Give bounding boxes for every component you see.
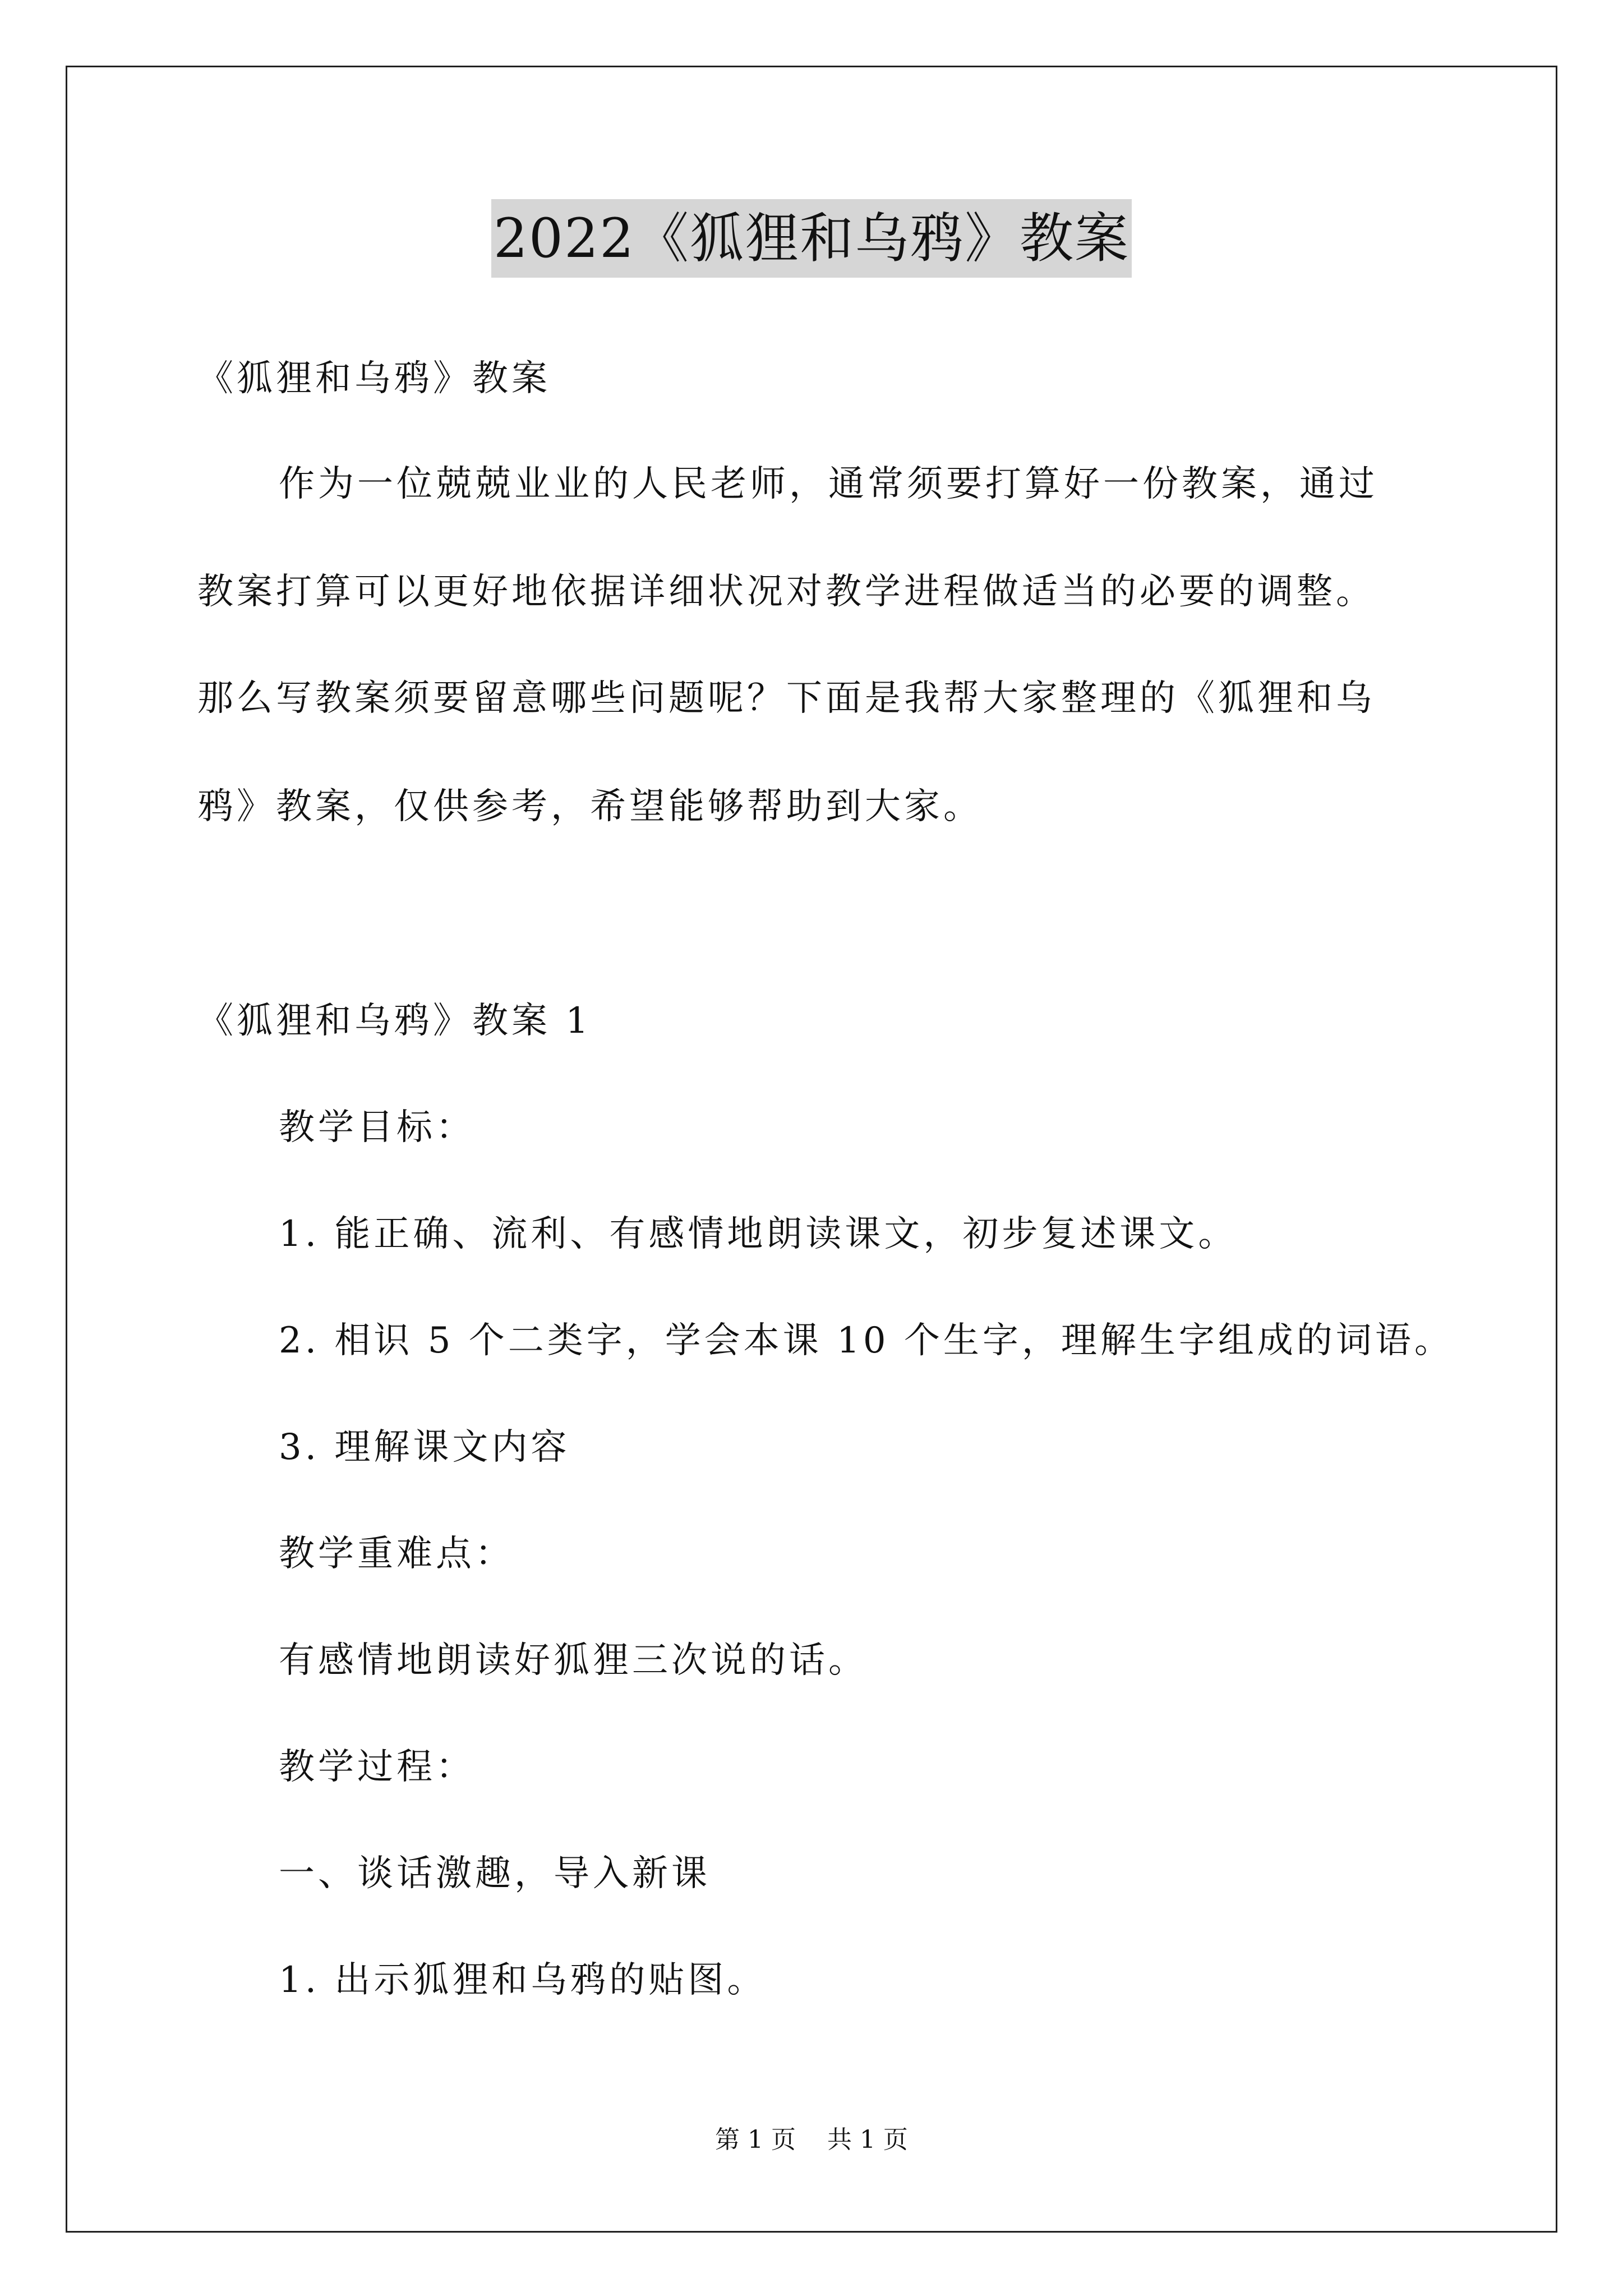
document-subtitle: 《狐狸和乌鸦》教案 [197,358,551,399]
body-line-9: 1. 出示狐狸和乌鸦的贴图。 [279,1959,767,2001]
intro-line-3: 那么写教案须要留意哪些问题呢？下面是我帮大家整理的《狐狸和乌 [197,678,1375,719]
body-line-2: 1. 能正确、流利、有感情地朗读课文，初步复述课文。 [279,1213,1238,1255]
page-footer: 第 1 页 共 1 页 [715,2125,908,2154]
body-line-6: 有感情地朗读好狐狸三次说的话。 [279,1640,868,1681]
document-title: 2022《狐狸和乌鸦》教案 [491,199,1132,278]
body-line-7: 教学过程： [279,1746,475,1788]
title-wrap [0,199,1623,278]
body-line-3: 2. 相识 5 个二类字，学会本课 10 个生字，理解生字组成的词语。 [279,1320,1454,1361]
section-heading: 《狐狸和乌鸦》教案 1 [197,1000,592,1042]
body-line-5: 教学重难点： [279,1533,514,1575]
body-line-1: 教学目标： [279,1107,475,1148]
intro-line-2: 教案打算可以更好地依据详细状况对教学进程做适当的必要的调整。 [197,571,1375,613]
intro-line-1: 作为一位兢兢业业的人民老师，通常须要打算好一份教案，通过 [279,463,1378,505]
intro-line-4: 鸦》教案，仅供参考，希望能够帮助到大家。 [197,786,983,827]
body-line-8: 一、谈话激趣，导入新课 [279,1853,711,1894]
body-line-4: 3. 理解课文内容 [279,1427,570,1468]
